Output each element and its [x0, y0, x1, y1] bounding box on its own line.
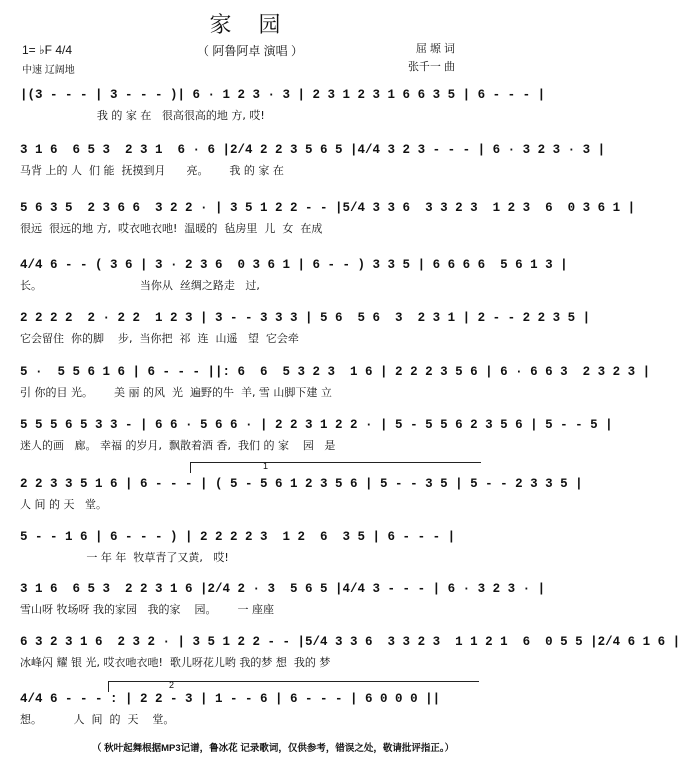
lyricist-credit: 屈 塬 词	[415, 43, 455, 55]
transcription-note: （ 秋叶起舞根据MP3记谱，鲁冰花 记录歌词，仅供参考，错误之处，敬请批评指正。）	[92, 743, 455, 754]
lyric-line: 长。 当你从 丝绸之路走 过,	[20, 279, 260, 292]
lyric-line: 很远 很远的地 方, 哎衣吔衣吔! 温暖的 毡房里 儿 女 在成	[20, 222, 323, 235]
key-signature: 1= ♭F 4/4	[22, 43, 73, 57]
notation-line: 2 2 3 3 5 1 6 | 6 - - - | ( 5 - 5 6 1 2 3 5 6 | 5 - - 3 5 | 5 - - 2 3 3 5 |	[20, 477, 583, 491]
lyric-line: 迷人的画 廊。 幸福 的岁月, 飘散着酒 香, 我们 的 家 园 是	[20, 439, 336, 452]
notation-line: 3 1 6 6 5 3 2 2 3 1 6 |2/4 2 · 3 5 6 5 |4/4 3 - - - | 6 · 3 2 3 · |	[20, 582, 546, 596]
score-row-7	[20, 416, 613, 454]
score-row-11	[20, 633, 680, 671]
volta-number: 1	[263, 461, 269, 471]
lyric-line: 一 年 年 牧草青了又黄, 哎!	[20, 551, 229, 564]
composer-credit: 张千一 曲	[407, 61, 455, 73]
score-row-6	[20, 363, 651, 401]
notation-line: |(3 - - - | 3 - - - )| 6 · 1 2 3 · 3 | 2 3 1 2 3 1 6 6 3 5 | 6 - - - |	[20, 88, 546, 102]
performer-line: （ 阿鲁阿卓 演唱 ）	[196, 44, 303, 58]
score-row-1	[20, 86, 546, 124]
score-row-10	[20, 580, 546, 618]
notation-line: 4/4 6 - - ( 3 6 | 3 · 2 3 6 0 3 6 1 | 6 - - ) 3 3 5 | 6 6 6 6 5 6 1 3 |	[20, 258, 568, 272]
lyric-line: 马背 上的 人 们 能 抚摸到月 亮。 我 的 家 在	[20, 164, 284, 177]
volta-bracket-2	[108, 681, 479, 692]
lyric-line: 我 的 家 在 很高很高的地 方, 哎!	[20, 109, 265, 122]
notation-line: 6 3 2 3 1 6 2 3 2 · | 3 5 1 2 2 - - |5/4 3 3 6 3 3 2 3 1 1 2 1 6 0 5 5 |2/4 6 1 6 |	[20, 635, 680, 649]
score-row-4	[20, 256, 568, 294]
lyric-line: 引 你的目 光。 美 丽 的风 光 遍野的牛 羊, 雪 山脚下建 立	[20, 386, 332, 399]
lyric-line: 冰峰闪 耀 银 光, 哎衣吔衣吔! 歌儿呀花儿哟 我的梦 想 我的 梦	[20, 656, 331, 669]
volta-number: 2	[169, 680, 175, 690]
notation-line: 5 5 5 6 5 3 3 - | 6 6 · 5 6 6 · | 2 2 3 1 2 2 · | 5 - 5 5 6 2 3 5 6 | 5 - - 5 |	[20, 418, 613, 432]
lyric-line: 雪山呀 牧场呀 我的家园 我的家 园。 一 座座	[20, 603, 274, 616]
notation-line: 5 · 5 5 6 1 6 | 6 - - - ||: 6 6 5 3 2 3 1 6 | 2 2 2 3 5 6 | 6 · 6 6 3 2 3 2 3 |	[20, 365, 651, 379]
lyric-line: 想。 人 间 的 天 堂。	[20, 713, 175, 726]
notation-line: 3 1 6 6 5 3 2 3 1 6 · 6 |2/4 2 2 3 5 6 5 |4/4 3 2 3 - - - | 6 · 3 2 3 · 3 |	[20, 143, 606, 157]
score-row-3	[20, 199, 636, 237]
score-row-5	[20, 309, 591, 347]
score-row-12	[20, 690, 485, 728]
tempo-marking: 中速 辽阔地	[22, 65, 75, 76]
lyric-line: 人 间 的 天 堂。	[20, 498, 107, 511]
notation-line: 5 - - 1 6 | 6 - - - ) | 2 2 2 2 3 1 2 6 3 5 | 6 - - - |	[20, 530, 456, 544]
volta-bracket-1	[190, 462, 481, 473]
lyric-line: 它会留住 你的脚 步, 当你把 祁 连 山遥 望 它会牵	[20, 332, 299, 345]
notation-line: 2 2 2 2 2 · 2 2 1 2 3 | 3 - - 3 3 3 | 5 6 5 6 3 2 3 1 | 2 - - 2 2 3 5 |	[20, 311, 591, 325]
notation-line: 5 6 3 5 2 3 6 6 3 2 2 · | 3 5 1 2 2 - - |5/4 3 3 6 3 3 2 3 1 2 3 6 0 3 6 1 |	[20, 201, 636, 215]
notation-line: 4/4 6 - - - : | 2 2 - 3 | 1 - - 6 | 6 - - - | 6 0 0 0 ||	[20, 692, 441, 706]
score-row-2	[20, 141, 606, 179]
score-row-9	[20, 528, 485, 566]
score-row-8	[20, 475, 583, 513]
song-title: 家 园	[209, 13, 291, 38]
